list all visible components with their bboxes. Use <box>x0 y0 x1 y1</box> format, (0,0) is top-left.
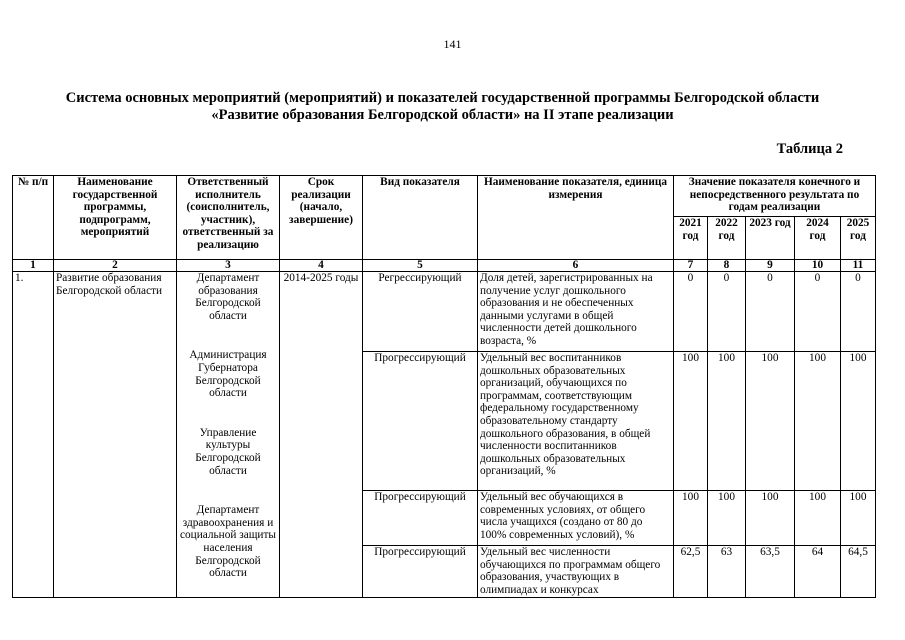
row-period: 2014-2025 годы <box>280 272 363 598</box>
title-line-2: «Развитие образования Белгородской области» на II этапе реализации <box>211 107 674 123</box>
indicator-value: 0 <box>746 272 795 352</box>
header-indicator: Наименование показателя, единица измерения <box>478 176 674 260</box>
responsible-4: Департамент здравоохранения и социальной защиты населения Белгородской области <box>180 504 276 580</box>
header-values-group: Значение показателя конечного и непосредственного результата по годам реализации <box>674 176 876 217</box>
indicator-value: 0 <box>841 272 876 352</box>
row-num: 1. <box>13 272 54 598</box>
header-year-2024: 2024 год <box>795 217 841 260</box>
indicator-value: 100 <box>841 352 876 491</box>
indicator-value: 100 <box>841 491 876 546</box>
column-number: 6 <box>478 260 674 272</box>
column-number: 5 <box>363 260 478 272</box>
indicator-value: 64,5 <box>841 546 876 598</box>
row-name: Развитие образования Белгородской области <box>54 272 177 598</box>
indicator-value: 62,5 <box>674 546 708 598</box>
indicator-value: 100 <box>746 352 795 491</box>
indicator-value: 100 <box>674 491 708 546</box>
header-num: № п/п <box>13 176 54 260</box>
indicator-value: 64 <box>795 546 841 598</box>
indicator-value: 100 <box>674 352 708 491</box>
indicator-value: 100 <box>795 352 841 491</box>
indicator-name: Удельный вес обучающихся в современных условиях, от общего числа учащихся (создано от 80 до 100% современных условий), % <box>478 491 674 546</box>
table-label: Таблица 2 <box>776 141 843 157</box>
table-row <box>13 272 876 352</box>
column-number: 7 <box>674 260 708 272</box>
header-year-2022: 2022 год <box>708 217 746 260</box>
document-title <box>20 90 865 124</box>
column-number: 11 <box>841 260 876 272</box>
indicator-value: 63 <box>708 546 746 598</box>
header-name: Наименование государственной программы, подпрограмм, мероприятий <box>54 176 177 260</box>
title-line-1: Система основных мероприятий (мероприятий) и показателей государственной программы Белгородской области <box>65 90 820 106</box>
column-numbers-row <box>13 260 876 272</box>
indicator-value: 100 <box>708 352 746 491</box>
column-number: 4 <box>280 260 363 272</box>
header-type: Вид показателя <box>363 176 478 260</box>
indicator-value: 100 <box>746 491 795 546</box>
indicator-type: Прогрессирующий <box>363 491 478 546</box>
indicator-value: 0 <box>708 272 746 352</box>
responsible-3: Управление культуры Белгородской области <box>195 426 261 477</box>
column-number: 8 <box>708 260 746 272</box>
row-responsible <box>177 272 280 598</box>
page-number: 141 <box>443 37 462 51</box>
indicator-type: Прогрессирующий <box>363 546 478 598</box>
indicator-value: 100 <box>795 491 841 546</box>
indicator-value: 0 <box>795 272 841 352</box>
responsible-2: Администрация Губернатора Белгородской области <box>189 349 267 400</box>
indicator-value: 0 <box>674 272 708 352</box>
indicator-name: Удельный вес численности обучающихся по программам общего образования, участвующих в олимпиадах и конкурсах <box>478 546 674 598</box>
responsible-1: Департамент образования Белгородской области <box>195 272 261 322</box>
header-year-2025: 2025 год <box>841 217 876 260</box>
indicator-type: Регрессирующий <box>363 272 478 352</box>
indicator-value: 63,5 <box>746 546 795 598</box>
indicator-name: Удельный вес воспитанников дошкольных образовательных организаций, обучающихся по программам, соответствующим федеральному государственному образовательному стандарту дошкольного образования, в общей численности воспитанников дошкольных образовательных организаций, % <box>478 352 674 491</box>
column-number: 2 <box>54 260 177 272</box>
column-number: 9 <box>746 260 795 272</box>
indicators-table <box>12 175 876 598</box>
indicator-value: 100 <box>708 491 746 546</box>
header-year-2023: 2023 год <box>746 217 795 260</box>
indicator-type: Прогрессирующий <box>363 352 478 491</box>
header-period: Срок реализации (начало, завершение) <box>280 176 363 260</box>
column-number: 10 <box>795 260 841 272</box>
header-responsible: Ответственный исполнитель (соисполнитель, участник), ответственный за реализацию <box>177 176 280 260</box>
header-year-2021: 2021 год <box>674 217 708 260</box>
indicator-name: Доля детей, зарегистрированных на получение услуг дошкольного образования и не обеспеченных данными услугами в общей численности детей дошкольного возраста, % <box>478 272 674 352</box>
column-number: 3 <box>177 260 280 272</box>
column-number: 1 <box>13 260 54 272</box>
